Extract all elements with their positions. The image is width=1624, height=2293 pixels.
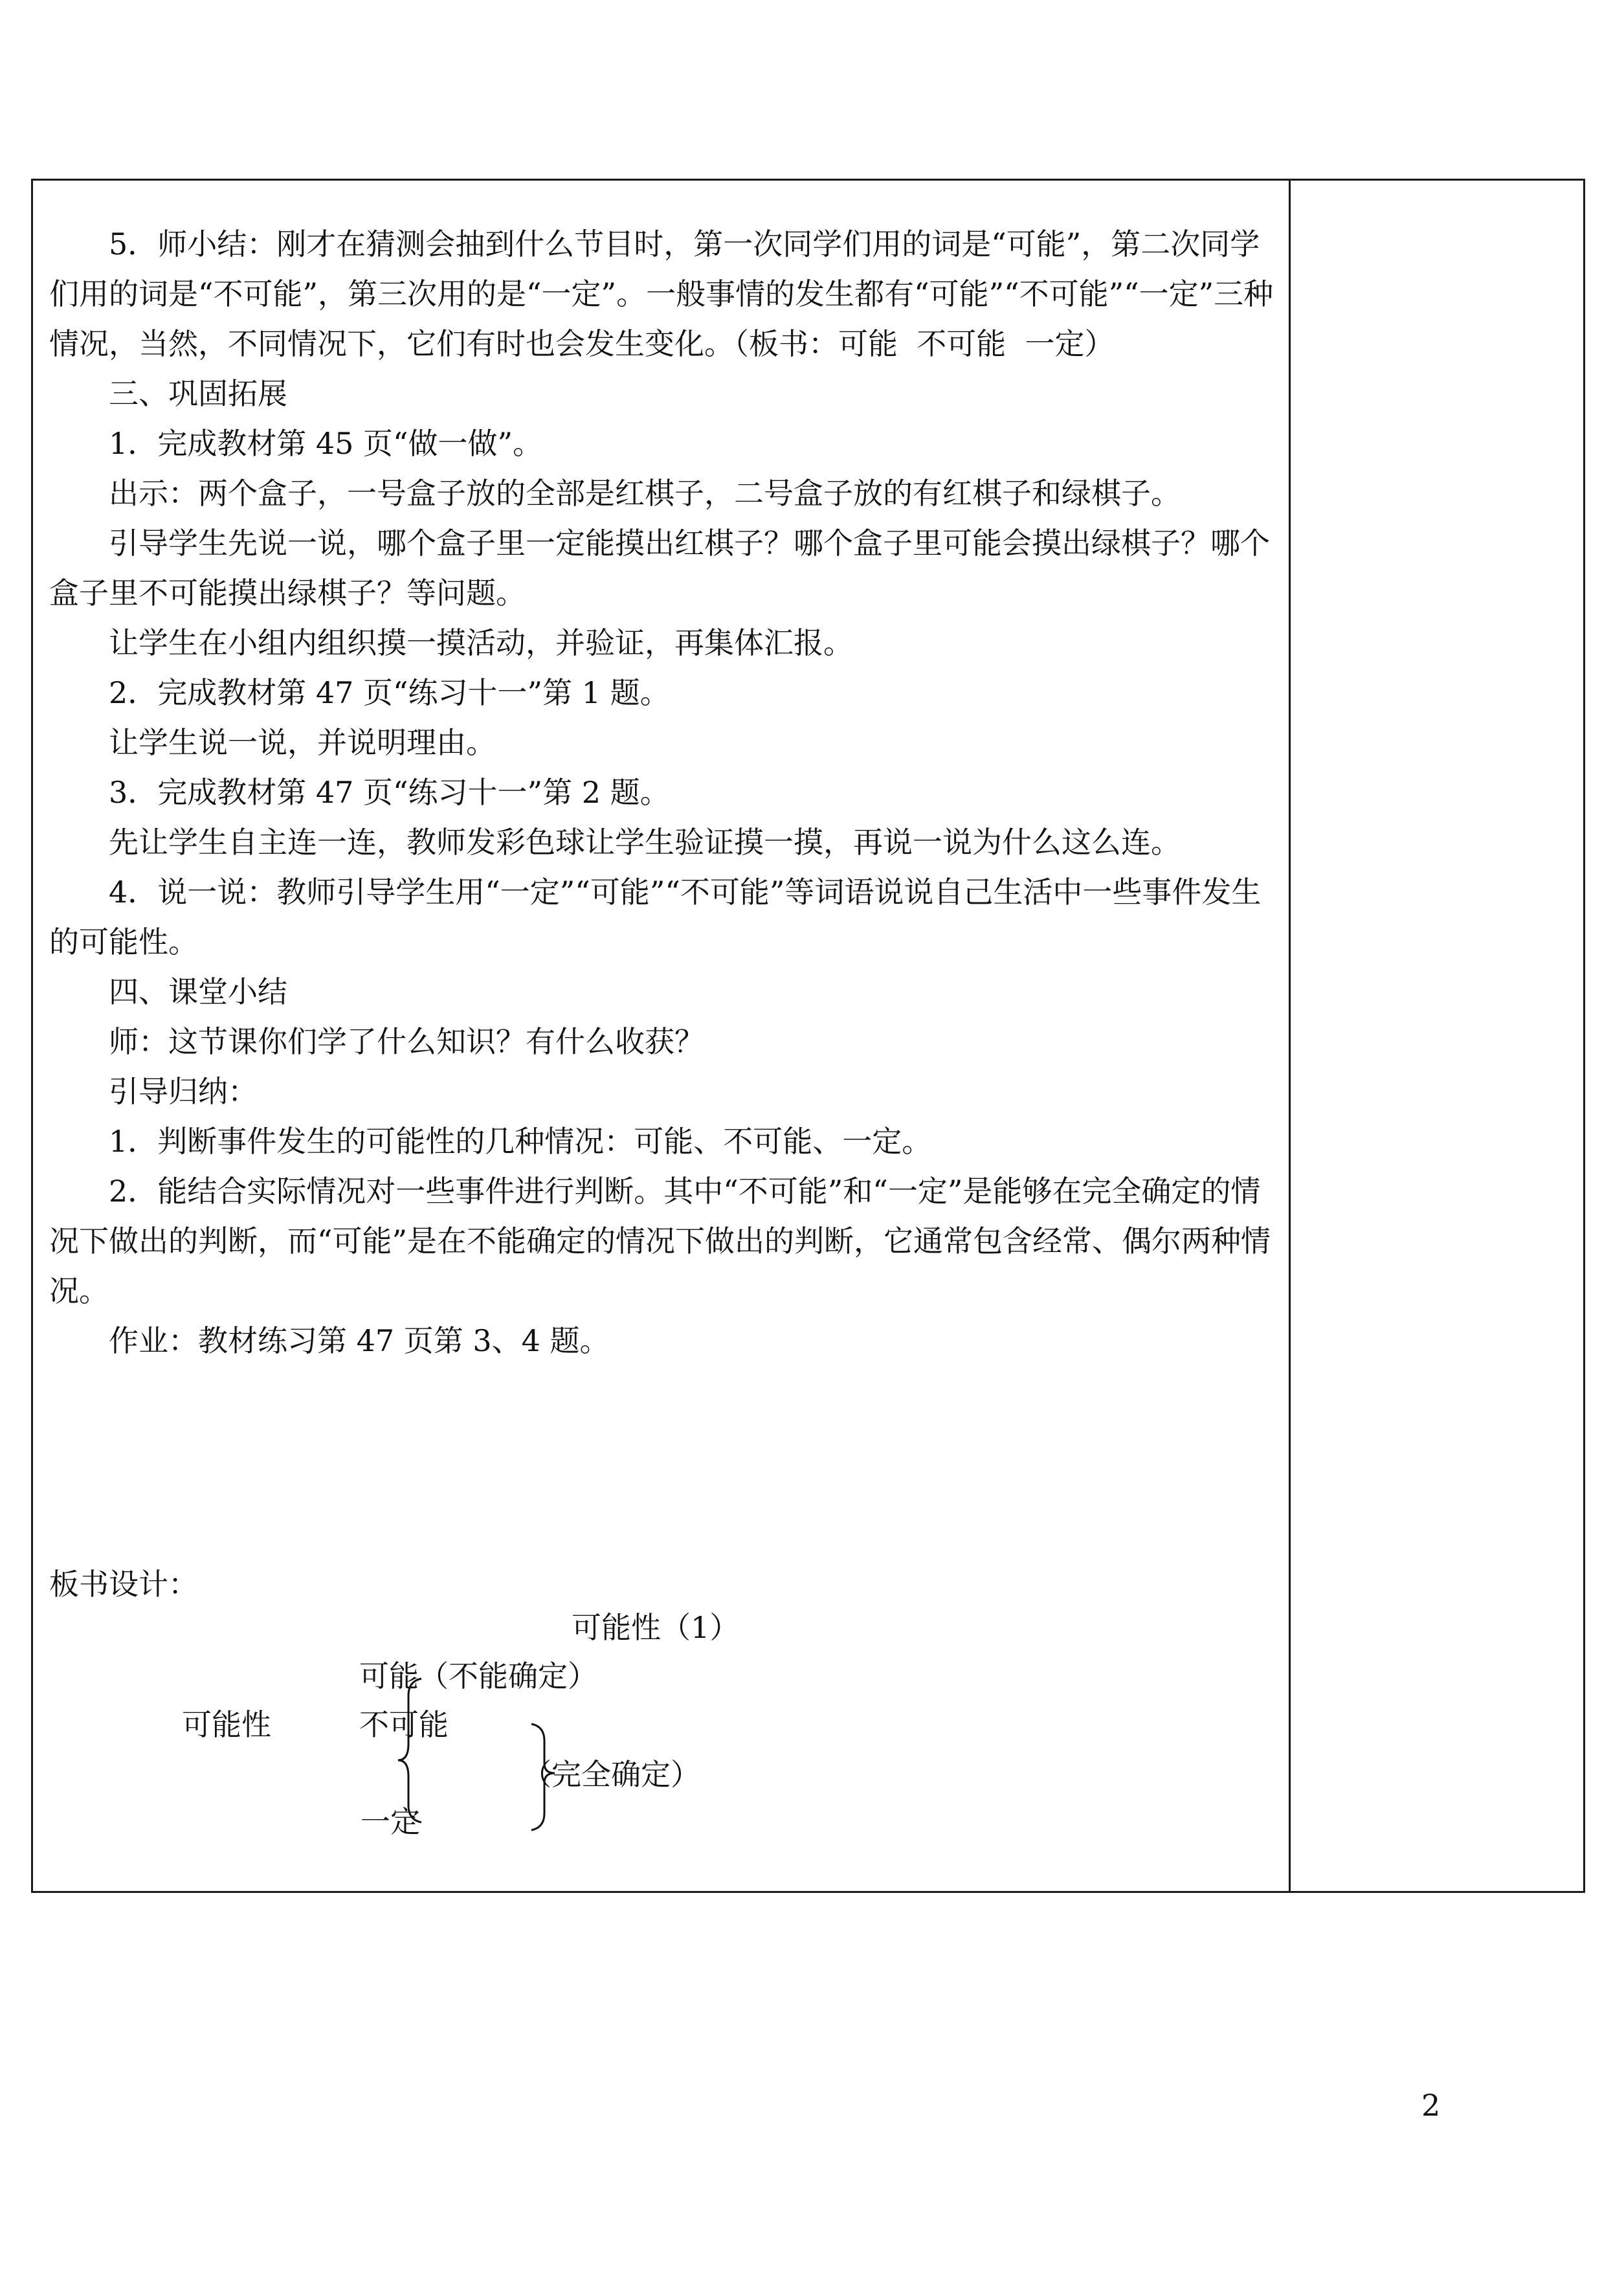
paragraph-exercise-1: 1．完成教材第 45 页“做一做”。 bbox=[109, 426, 543, 461]
section-heading-summary: 四、课堂小结 bbox=[109, 974, 287, 1009]
paragraph-guide-questions: 引导学生先说一说，哪个盒子里一定能摸出红棋子？哪个盒子里可能会摸出绿棋子？哪个盒子里不可能摸出绿棋子？等问题。 bbox=[49, 526, 1270, 610]
paragraph-conclusion-2: 2．能结合实际情况对一些事件进行判断。其中“不可能”和“一定”是能够在完全确定的情况下做出的判断，而“可能”是在不能确定的情况下做出的判断，它通常包含经常、偶尔两种情况。 bbox=[49, 1174, 1271, 1308]
board-title: 可能性（1） bbox=[572, 1610, 740, 1645]
paragraph-exercise-2: 2．完成教材第 47 页“练习十一”第 1 题。 bbox=[109, 675, 670, 710]
paragraph-homework: 作业：教材练习第 47 页第 3、4 题。 bbox=[109, 1323, 610, 1358]
paragraph-exercise-4: 4．说一说：教师引导学生用“一定”“可能”“不可能”等词语说说自己生活中一些事件发生的可能性。 bbox=[49, 875, 1262, 959]
paragraph-teacher-summary: 5．师小结：刚才在猜测会抽到什么节目时，第一次同学们用的词是“可能”，第二次同学们用的词是“不可能”，第三次用的是“一定”。一般事情的发生都有“可能”“不可能”“一定”三种情况，当然，不同情况下，它们有时也会发生变化。（板书：可能 不可能 一定） bbox=[49, 227, 1274, 361]
paragraph-explain-reason: 让学生说一说，并说明理由。 bbox=[109, 725, 496, 760]
paragraph-conclusion-1: 1．判断事件发生的可能性的几种情况：可能、不可能、一定。 bbox=[109, 1124, 932, 1159]
paragraph-guide-conclude: 引导归纳： bbox=[109, 1074, 258, 1109]
board-item-possible: 可能（不能确定） bbox=[359, 1659, 597, 1694]
board-group-note: （完全确定） bbox=[522, 1757, 700, 1792]
paragraph-teacher-question: 师：这节课你们学了什么知识？有什么收获？ bbox=[109, 1024, 704, 1059]
board-item-impossible: 不可能 bbox=[359, 1707, 449, 1742]
paragraph-group-activity: 让学生在小组内组织摸一摸活动，并验证，再集体汇报。 bbox=[109, 625, 853, 660]
board-design-label: 板书设计： bbox=[49, 1567, 198, 1602]
lesson-content-cell bbox=[33, 181, 1289, 1891]
lesson-plan-table bbox=[31, 179, 1585, 1893]
board-root-label: 可能性 bbox=[182, 1707, 271, 1742]
left-brace bbox=[398, 1679, 421, 1822]
paragraph-show-boxes: 出示：两个盒子，一号盒子放的全部是红棋子，二号盒子放的有红棋子和绿棋子。 bbox=[109, 476, 1181, 511]
paragraph-exercise-3: 3．完成教材第 47 页“练习十一”第 2 题。 bbox=[109, 775, 670, 810]
paragraph-connect-verify: 先让学生自主连一连，教师发彩色球让学生验证摸一摸，再说一说为什么这么连。 bbox=[109, 825, 1181, 860]
section-heading-consolidation: 三、巩固拓展 bbox=[109, 376, 287, 411]
page-number: 2 bbox=[1421, 2088, 1441, 2123]
board-item-certain: 一定 bbox=[361, 1804, 420, 1839]
column-divider bbox=[1289, 181, 1291, 1891]
board-design bbox=[33, 181, 1289, 1891]
